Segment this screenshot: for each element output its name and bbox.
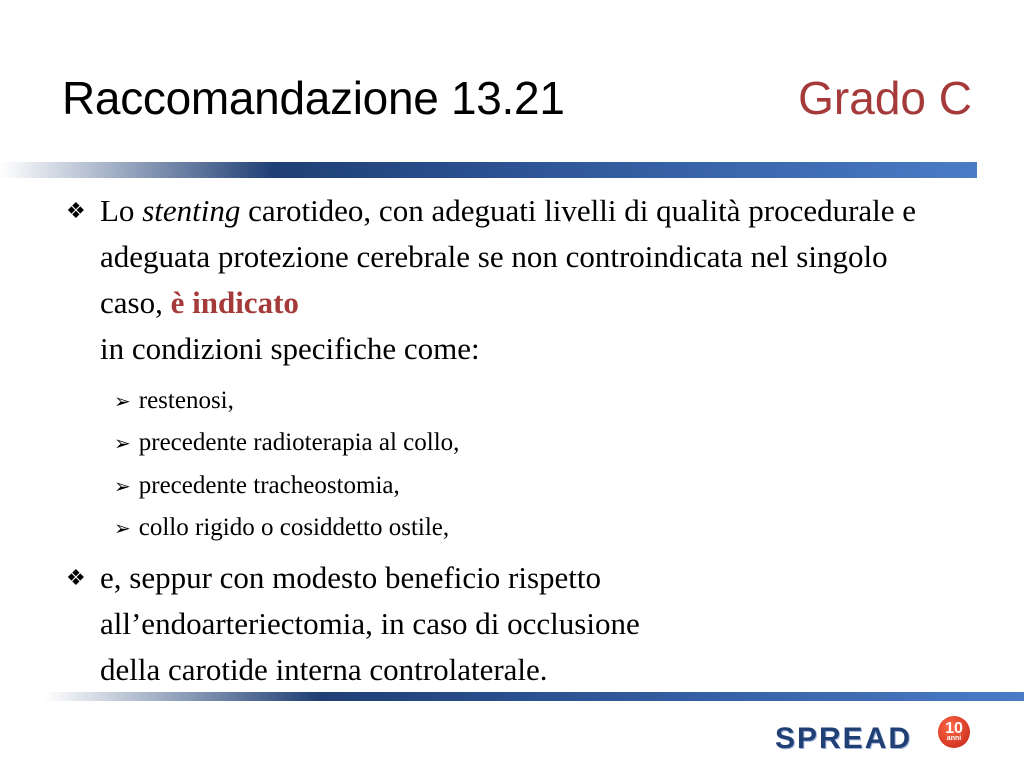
badge-caption: anni	[946, 735, 962, 742]
slide-title: Raccomandazione 13.21	[62, 72, 565, 124]
four-diamond-icon: ❖	[66, 565, 86, 590]
four-diamond-icon: ❖	[66, 198, 86, 223]
subitem-label: collo rigido o cosiddetto ostile,	[138, 514, 450, 541]
bullet-1-text-part: in condizioni specifiche come:	[100, 331, 480, 366]
bullet-1-text-part: Lo	[100, 193, 143, 228]
subitem-restenosis	[114, 385, 234, 417]
top-divider	[0, 162, 977, 178]
arrow-bullet-icon: ➢	[114, 389, 131, 413]
bullet-1-text-part: carotideo, con adeguati livelli di qualità procedurale e adeguata protezione cerebrale se non controindicata nel singolo caso,	[100, 193, 917, 320]
bullet-2-line: della carotide interna controlaterale.	[100, 652, 548, 687]
bullet-1-text	[100, 188, 946, 372]
subitem-tracheostomy	[114, 470, 400, 502]
stenting-term: stenting	[142, 193, 241, 228]
bullet-1	[66, 188, 946, 372]
badge-number: 10	[945, 720, 963, 737]
subitem-label: restenosi,	[138, 387, 234, 414]
subitem-label: precedente tracheostomia,	[138, 472, 400, 499]
spread-logo	[775, 716, 975, 756]
grade-label: Grado C	[798, 72, 972, 124]
arrow-bullet-icon: ➢	[114, 516, 131, 540]
bullet-2-text	[100, 555, 946, 693]
bottom-divider	[44, 692, 1024, 701]
anniversary-badge	[938, 716, 970, 748]
subitem-label: precedente radioterapia al collo,	[138, 429, 460, 456]
subitem-hostile-neck	[114, 512, 449, 544]
subitem-radiotherapy	[114, 427, 459, 459]
arrow-bullet-icon: ➢	[114, 431, 131, 455]
bullet-2-line: e, seppur con modesto beneficio rispetto	[100, 560, 602, 595]
logo-wordmark: SPREAD	[775, 722, 913, 755]
arrow-bullet-icon: ➢	[114, 474, 131, 498]
bullet-2-line: all’endoarteriectomia, in caso di occlusione	[100, 606, 640, 641]
emphasis-indicated: è indicato	[170, 285, 299, 320]
bullet-2	[66, 555, 946, 693]
